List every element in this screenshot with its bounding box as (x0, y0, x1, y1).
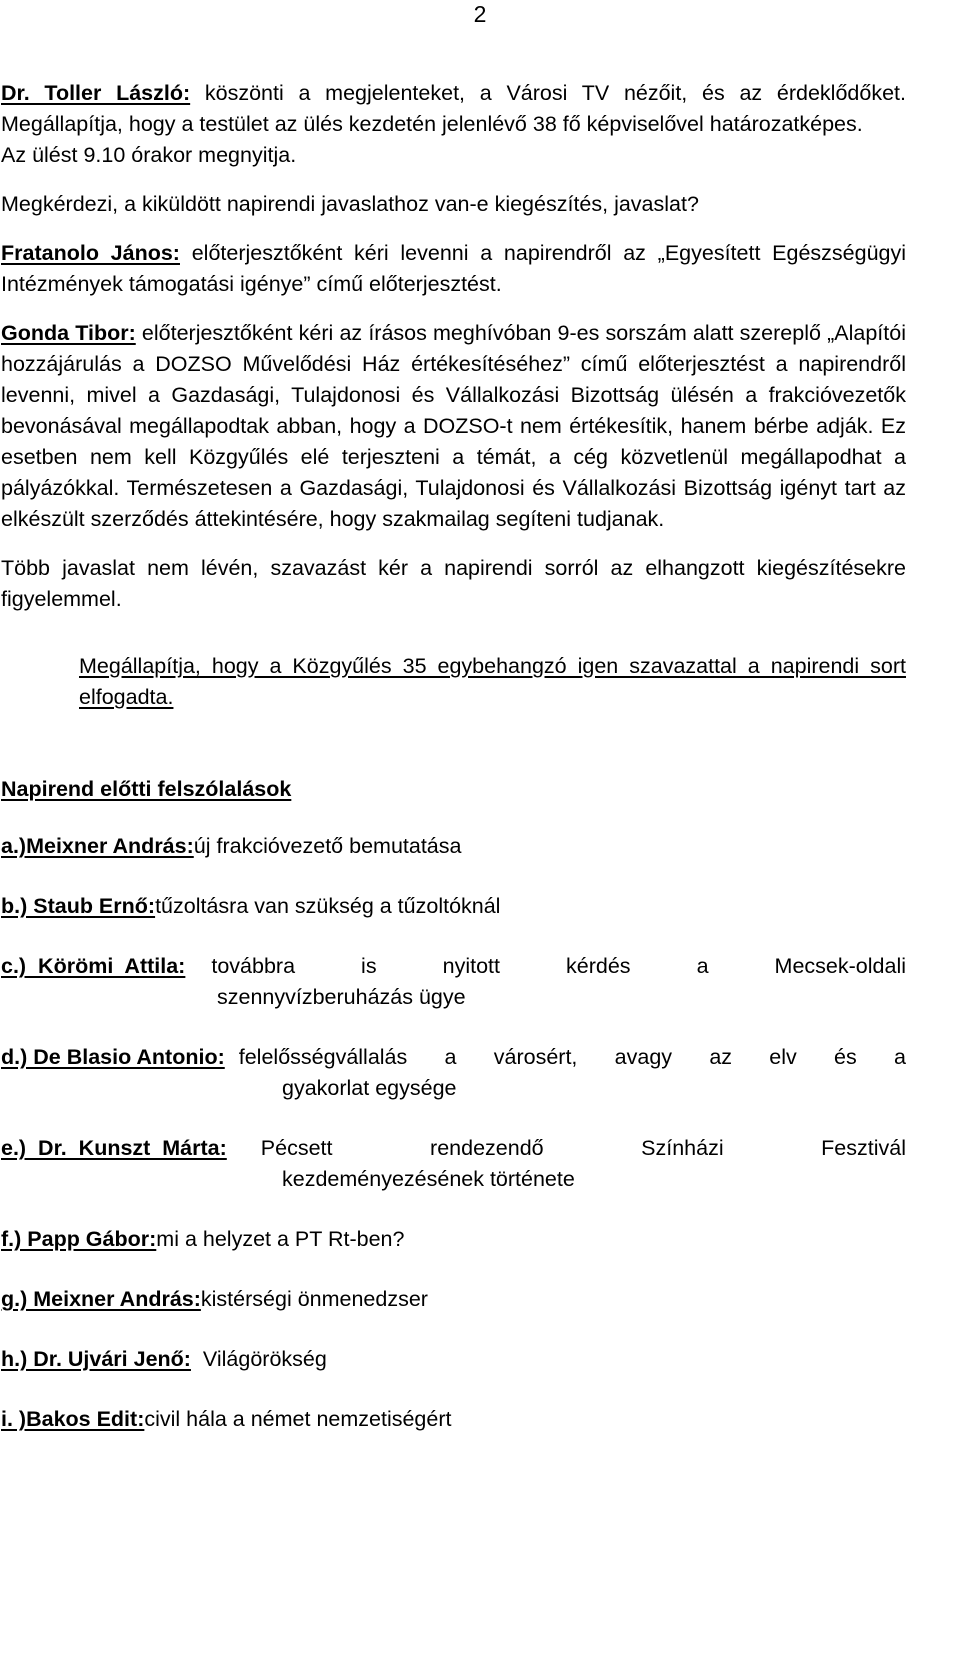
decision-text: Megállapítja, hogy a Közgyűlés 35 egybehangzó igen szavazattal a napirendi sort elfogadta. (79, 654, 906, 709)
item-label: g.) Meixner András: (1, 1287, 201, 1311)
paragraph-vote-request (1, 553, 906, 615)
opening-time-text: Az ülést 9.10 órakor megnyitja. (1, 143, 297, 167)
section-title: Napirend előtti felszólalások (1, 777, 292, 801)
item-text: mi a helyzet a PT Rt-ben? (156, 1227, 405, 1251)
opening-time-line (1, 140, 906, 171)
list-item-g (1, 1284, 906, 1315)
paragraph-opening (1, 78, 906, 140)
item-text: új frakcióvezető bemutatása (193, 834, 462, 858)
list-item-e (1, 1133, 906, 1195)
item-label: i. )Bakos Edit: (1, 1407, 145, 1431)
paragraph-text: előterjesztőként kéri levenni a napirendről az „Egyesített Egészségügyi Intézmények támogatási igénye” című előterjesztést. (1, 241, 907, 296)
paragraph-text: előterjesztőként kéri az írásos meghívóban 9-es sorszám alatt szereplő „Alapítói hozzájárulás a DOZSO Művelődési Ház értékesítéséhez” című előterjesztést a napirendről levenni, mivel a Gazdasági, Tulajdonosi és Vállalkozási Bizottság ülésén a frakcióvezetők bevonásával megállapodtak abban, hogy a DOZSO-t nem értékesítik, hanem bérbe adják. Ez esetben nem kell Közgyűlés elé terjeszteni a témát, a cég közvetlenül megállapodhat a pályázókkal. Természetesen a Gazdasági, Tulajdonosi és Vállalkozási Bizottság igényt tart az elkészült szerződés áttekintésére, hogy szakmailag segíteni tudjanak. (1, 321, 906, 531)
speaker-name: Dr. Toller László: (1, 81, 191, 105)
item-label: f.) Papp Gábor: (1, 1227, 157, 1251)
paragraph-fratanolo (1, 238, 906, 300)
item-text: továbbra is nyitott kérdés a Mecsek-oldali (211, 954, 906, 978)
list-item-c (1, 951, 906, 1013)
paragraph-text: köszönti a megjelenteket, a Városi TV nézőit, és az érdeklődőket. Megállapítja, hogy a testület az ülés kezdetén jelenlévő 38 fő képviselővel határozatképes. (1, 81, 906, 136)
list-item-f (1, 1224, 906, 1255)
list-item-d (1, 1042, 906, 1104)
paragraph-gonda (1, 318, 906, 535)
item-text-continued: gyakorlat egysége (282, 1076, 457, 1100)
item-text: kistérségi önmenedzser (200, 1287, 428, 1311)
agenda-question (1, 189, 906, 220)
item-text: tűzoltásra van szükség a tűzoltóknál (155, 894, 501, 918)
minutes-page (1, 78, 906, 1435)
paragraph-text: Több javaslat nem lévén, szavazást kér a napirendi sorról az elhangzott kiegészítésekre figyelemmel. (1, 556, 906, 611)
list-item-a (1, 831, 906, 862)
agenda-question-text: Megkérdezi, a kiküldött napirendi javaslathoz van-e kiegészítés, javaslat? (1, 192, 699, 216)
item-text-continued: kezdeményezésének története (282, 1167, 575, 1191)
speaker-name: Gonda Tibor: (1, 321, 136, 345)
item-label: c.) Körömi Attila: (1, 954, 186, 978)
list-item-b (1, 891, 906, 922)
item-label: e.) Dr. Kunszt Márta: (1, 1136, 227, 1160)
item-label: b.) Staub Ernő: (1, 894, 156, 918)
item-label: d.) De Blasio Antonio: (1, 1045, 225, 1069)
list-item-i (1, 1404, 906, 1435)
item-text: felelősségvállalás a városért, avagy az elv és a (238, 1045, 906, 1069)
item-text: civil hála a német nemzetiségért (144, 1407, 452, 1431)
page-number: 2 (473, 1, 487, 27)
item-text-continued: szennyvízberuházás ügye (217, 985, 466, 1009)
speaker-name: Fratanolo János: (1, 241, 180, 265)
item-label: a.)Meixner András: (1, 834, 194, 858)
item-text: Világörökség (190, 1347, 327, 1371)
item-label: h.) Dr. Ujvári Jenő: (1, 1347, 191, 1371)
list-item-h (1, 1344, 906, 1375)
item-text: Pécsett rendezendő Színházi Fesztivál (260, 1136, 906, 1160)
